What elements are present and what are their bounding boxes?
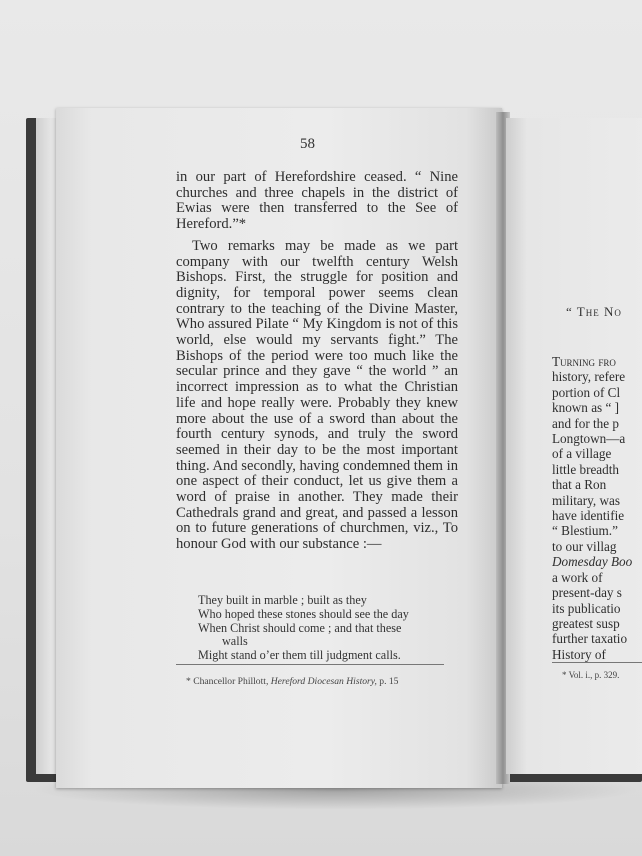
right-line: Turning fro xyxy=(552,354,616,369)
right-line: present-day s xyxy=(552,585,622,601)
poem-line: They built in marble ; built as they xyxy=(198,593,367,607)
right-line: “ Blestium.” xyxy=(552,523,618,539)
right-line: portion of Cl xyxy=(552,384,621,400)
right-line: and for the p xyxy=(552,415,620,431)
right-line: further taxatio xyxy=(552,631,628,647)
right-line: History of xyxy=(552,646,606,662)
footnote-suffix: p. 15 xyxy=(376,676,399,687)
right-line: Domesday Boo xyxy=(552,554,633,570)
poem-line: walls xyxy=(222,634,248,649)
footnote-title: Hereford Diocesan History, xyxy=(270,676,377,687)
poem-line: When Christ should come ; and that these xyxy=(198,620,402,635)
right-line: have identifie xyxy=(552,508,625,524)
right-line: a work of xyxy=(552,569,603,585)
right-line: history, refere xyxy=(552,369,626,385)
page-number: 58 xyxy=(300,136,315,152)
right-line: greatest susp xyxy=(552,615,620,631)
right-line: known as “ ] xyxy=(552,400,620,416)
right-line: of a village xyxy=(552,446,612,462)
paragraph-1: in our part of Herefordshire ceased. “ Nine churches and three chapels in the district of Ewias were then transferred to the See of Hereford.”* xyxy=(176,169,458,233)
body-text xyxy=(176,170,458,553)
footnote-rule xyxy=(176,664,444,665)
right-line: to our villag xyxy=(552,538,617,554)
poem-line: Might stand o’er them till judgment calls. xyxy=(198,648,401,663)
right-line: little breadth xyxy=(552,461,620,477)
footnote-prefix: * Chancellor Phillott, xyxy=(186,676,271,687)
poem xyxy=(198,594,458,663)
right-line: military, was xyxy=(552,492,620,508)
right-line: that a Ron xyxy=(552,477,607,493)
paragraph-2: Two remarks may be made as we part company with our twelfth century Welsh Bishops. First, the struggle for position and dignity, for temporal power seems clean contrary to the teaching of the Divine Master, Who assured Pilate “ My Kingdom is not of this world, else would my servants fight.” The Bishops of the period were too much like the secular prince and they gave “ the world ” an incorrect impression as to what the Christian life and hope really were. Probably they knew more about the use of a sword than about the fourth century synods, and truly the sword seemed in their day to be the most important thing. And secondly, having condemned them in one aspect of their conduct, let us give them a word of praise in another. They made their Cathedrals grand and great, and passed a lesson on to future generations of churchmen, viz., To honour God with our substance :— xyxy=(176,237,458,553)
right-footnote: * Vol. i., p. 329. xyxy=(562,670,620,680)
poem-line: Who hoped these stones should see the day xyxy=(198,606,409,621)
right-footnote-rule xyxy=(552,662,642,663)
footnote xyxy=(186,676,398,687)
right-heading: “ The No xyxy=(566,304,622,319)
right-line: Longtown—a xyxy=(552,431,626,447)
right-line: its publicatio xyxy=(552,600,621,616)
right-body-text xyxy=(552,354,642,662)
